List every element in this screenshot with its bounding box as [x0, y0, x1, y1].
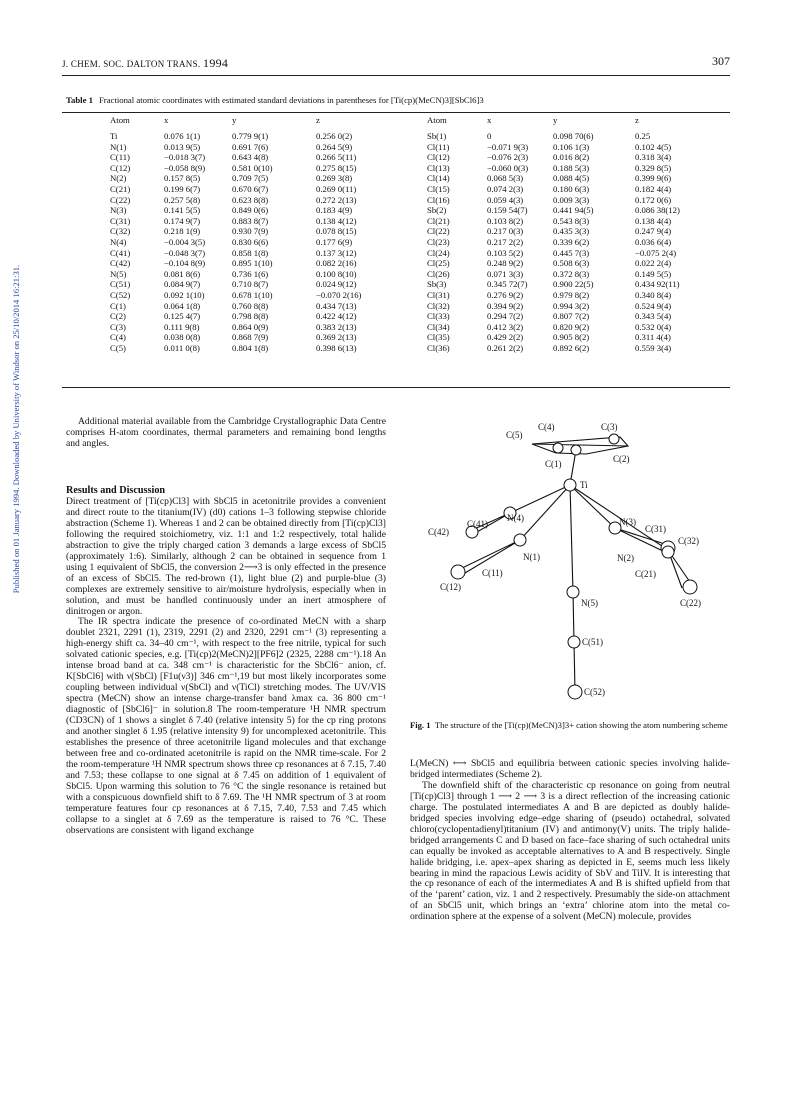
structure-figure	[410, 410, 730, 710]
atom-label: N(5)	[581, 598, 598, 608]
atom-label: N(1)	[523, 552, 540, 562]
table-cell: N(4)	[110, 236, 127, 247]
table-cell: −0.048 3(7)	[164, 247, 206, 258]
table-cell: Cl(25)	[427, 258, 450, 269]
table-cell: 0.340 8(4)	[635, 289, 672, 300]
table-cell: 0.217 2(2)	[487, 236, 524, 247]
table-cell: −0.058 8(9)	[164, 162, 206, 173]
table-row	[427, 205, 701, 216]
table-cell: 0.736 1(6)	[232, 268, 269, 279]
coords-table-right	[427, 115, 701, 353]
table-cell: 0.071 3(3)	[487, 268, 524, 279]
col-header: Atom	[110, 115, 130, 125]
table-cell: 0.103 8(2)	[487, 215, 524, 226]
table-cell: 0.098 70(6)	[553, 131, 594, 141]
table-cell: 0.849 0(6)	[232, 205, 269, 216]
table-cell: 0.532 0(4)	[635, 321, 672, 332]
table-row	[427, 332, 701, 343]
table-cell: Cl(22)	[427, 226, 450, 237]
table-row	[110, 142, 386, 153]
journal-name: J. CHEM. SOC. DALTON TRANS. 1994	[62, 56, 229, 70]
table-row	[427, 184, 701, 195]
table-cell: 0.543 8(3)	[553, 215, 590, 226]
col-header: Atom	[427, 115, 447, 125]
atom-label: C(5)	[506, 430, 523, 440]
table-cell: 0.441 94(5)	[553, 205, 594, 216]
table-cell: −0.060 0(3)	[487, 162, 529, 173]
table-cell: 0.339 6(2)	[553, 236, 590, 247]
table-cell: 0.979 8(2)	[553, 289, 590, 300]
table-cell: 0.082 2(16)	[316, 258, 357, 269]
header-rule	[62, 75, 730, 76]
atom-label: C(22)	[680, 598, 701, 608]
table-cell: 0.269 3(8)	[316, 173, 353, 184]
table-cell: 0.398 6(13)	[316, 342, 357, 353]
table-cell: 0.125 4(7)	[164, 311, 201, 322]
table-cell: 0.177 6(9)	[316, 236, 353, 247]
paragraph: Direct treatment of [Ti(cp)Cl3] with SbCl5 in acetonitrile provides a convenient and direct route to the titanium(IV) (d0) cations 1–3 following stepwise chloride abstraction (Scheme 1). Whereas 1 and 2 can be obtained directly from [Ti(cp)Cl3] following the required stoichiometry, viz. 1:1 and 1:2 respectively, total halide abstraction to give the triply charged cation 3 demands a large excess of SbCl5 (approximately 1:6). Similarly, although 2 can be obtained in sequence from 1 using 1 equivalent of SbCl5, the conversion 2⟶3 is only effected in the presence of an excess of SbCl5. The red-brown (1), light blue (2) and purple-blue (3) complexes are extremely sensitive to air/moisture hydrolysis, especially when in solution, and must be handled continuously under an inert atmosphere of dinitrogen or argon.	[66, 496, 386, 617]
table-row	[110, 173, 386, 184]
right-text-column	[410, 759, 730, 923]
table-cell: Cl(12)	[427, 152, 450, 163]
table-row	[427, 248, 701, 259]
table-row	[427, 131, 701, 142]
table-cell: −0.104 8(9)	[164, 258, 206, 269]
table-cell: 0.710 8(7)	[232, 279, 269, 290]
atom-label: C(3)	[601, 422, 618, 432]
table-cell: 0	[487, 131, 492, 141]
table-cell: N(5)	[110, 268, 127, 279]
table-row	[110, 226, 386, 237]
table-cell: 0.092 1(10)	[164, 289, 205, 300]
table-row	[427, 142, 701, 153]
table-cell: 0.820 9(2)	[553, 321, 590, 332]
atom-label: C(52)	[584, 687, 605, 697]
table-cell: 0.086 38(12)	[635, 205, 680, 216]
table-row	[427, 216, 701, 227]
table-cell: Cl(21)	[427, 215, 450, 226]
table-row	[427, 343, 701, 354]
table-cell: C(51)	[110, 279, 131, 290]
atom-label: C(4)	[538, 422, 555, 432]
table-cell: Cl(34)	[427, 321, 450, 332]
coords-table-left	[110, 115, 386, 353]
table-cell: 0.434 92(11)	[635, 279, 680, 290]
table-cell: Cl(14)	[427, 173, 450, 184]
table-cell: 0.434 7(13)	[316, 300, 357, 311]
table-row	[427, 226, 701, 237]
table-cell: 0.111 9(8)	[164, 321, 200, 332]
table-cell: Cl(26)	[427, 268, 450, 279]
table-cell: 0.100 8(10)	[316, 268, 357, 279]
table-cell: 0.068 5(3)	[487, 173, 524, 184]
table-row	[110, 184, 386, 195]
table-cell: 0.508 6(3)	[553, 258, 590, 269]
left-text-column	[66, 497, 386, 837]
table-cell: 0.883 8(7)	[232, 215, 269, 226]
table-cell: Ti	[110, 131, 118, 141]
table-cell: −0.018 3(7)	[164, 152, 206, 163]
atom-label: C(51)	[582, 637, 603, 647]
table-cell: 0.248 9(2)	[487, 258, 524, 269]
table-cell: −0.076 2(3)	[487, 152, 529, 163]
table-cell: N(1)	[110, 141, 127, 152]
atom-label: C(42)	[428, 527, 449, 537]
table-cell: 0.261 2(2)	[487, 342, 524, 353]
table-cell: 0.076 1(1)	[164, 131, 201, 141]
table-cell: 0.218 1(9)	[164, 226, 201, 237]
atom-label: C(1)	[545, 459, 562, 469]
atom-label: Ti	[580, 480, 588, 490]
table-caption: Table 1 Fractional atomic coordinates with estimated standard deviations in parentheses for [Ti(cp)(MeCN)3][SbCl6]3	[66, 95, 484, 105]
table-cell: 0.088 4(5)	[553, 173, 590, 184]
table-cell: 0.084 9(7)	[164, 279, 201, 290]
table-cell: 0.422 4(12)	[316, 311, 357, 322]
table-cell: 0.294 7(2)	[487, 311, 524, 322]
table-cell: 0.199 6(7)	[164, 183, 201, 194]
table-cell: C(31)	[110, 215, 131, 226]
table-row	[427, 258, 701, 269]
table-cell: 0.138 4(12)	[316, 215, 357, 226]
table-cell: 0.760 8(8)	[232, 300, 269, 311]
table-cell: 0.074 2(3)	[487, 183, 524, 194]
paragraph: The downfield shift of the characteristic cp resonance on going from neutral [Ti(cp)Cl3] through 1 ⟶ 2 ⟶ 3 is a direct reflection of the increasing cationic charge. The postulated intermediates A and B are depicted as doubly halide-bridged species involving edge–edge sharing of (pseudo) octahedral, solvated chloro(cyclopentadienyl)titanium (IV) and antimony(V) units. The triply halide-bridged arrangements C and D based on face–face sharing of such octahedral units can equally be invoked as acceptable alternatives to A and B respectively. Single halide bridging, i.e. apex–apex sharing as depicted in E, seems much less likely bearing in mind the rapacious Lewis acidity of SbV and TiIV. It is interesting that the cp resonance of each of the intermediates A and B is shifted upfield from that of the ‘parent’ cation, viz. 1 and 2 respectively. Presumably the side-on attachment of an SbCl5 unit, which brings an ‘extra’ chlorine atom into the metal co-ordination sphere at the expense of a solvent (MeCN) molecule, provides	[410, 779, 730, 923]
table-cell: 0.081 8(6)	[164, 268, 201, 279]
atom-label: N(3)	[619, 517, 636, 527]
table-cell: C(52)	[110, 289, 131, 300]
table-cell: C(11)	[110, 152, 130, 163]
table-cell: 0.266 5(11)	[316, 152, 357, 163]
table-cell: 0.106 1(3)	[553, 141, 590, 152]
table-row	[427, 173, 701, 184]
table-cell: 0.157 8(5)	[164, 173, 201, 184]
table-row	[110, 322, 386, 333]
table-cell: 0.830 6(6)	[232, 236, 269, 247]
table-row	[110, 290, 386, 301]
table-cell: 0.264 5(9)	[316, 141, 353, 152]
atom-label: C(21)	[635, 569, 656, 579]
table-cell: 0.011 0(8)	[164, 342, 200, 353]
table-cell: C(32)	[110, 226, 131, 237]
table-cell: 0.141 5(5)	[164, 205, 201, 216]
table-row	[427, 311, 701, 322]
table-cell: 0.329 8(5)	[635, 162, 672, 173]
table-row	[110, 237, 386, 248]
table-cell: Cl(24)	[427, 247, 450, 258]
col-header: z	[316, 115, 320, 125]
table-cell: 0.804 1(8)	[232, 342, 269, 353]
table-cell: 0.678 1(10)	[232, 289, 273, 300]
table-row	[110, 195, 386, 206]
table-cell: 0.524 9(4)	[635, 300, 672, 311]
table-row	[110, 279, 386, 290]
table-row	[110, 205, 386, 216]
table-cell: 0.256 0(2)	[316, 131, 353, 141]
table-cell: 0.013 9(5)	[164, 141, 201, 152]
table-cell: Sb(1)	[427, 131, 447, 141]
table-cell: N(3)	[110, 205, 127, 216]
table-cell: 0.670 6(7)	[232, 183, 269, 194]
table-cell: 0.559 3(4)	[635, 342, 672, 353]
table-row	[427, 152, 701, 163]
atom-label: C(12)	[440, 582, 461, 592]
table-cell: 0.372 8(3)	[553, 268, 590, 279]
table-cell: 0.217 0(3)	[487, 226, 524, 237]
table-row	[110, 216, 386, 227]
table-cell: 0.895 1(10)	[232, 258, 273, 269]
paragraph: L(MeCN) ⟷ SbCl5 and equilibria between cationic species involving halide-bridged intermediates (Scheme 2).	[410, 758, 730, 780]
col-header: x	[164, 115, 169, 125]
table-cell: 0.643 4(8)	[232, 152, 269, 163]
table-cell: 0.445 7(3)	[553, 247, 590, 258]
table-cell: 0.900 22(5)	[553, 279, 594, 290]
table-row	[427, 290, 701, 301]
table-cell: 0.691 7(6)	[232, 141, 269, 152]
table-cell: Cl(31)	[427, 289, 450, 300]
table-cell: 0.275 8(15)	[316, 162, 357, 173]
table-cell: 0.623 8(8)	[232, 194, 269, 205]
table-cell: 0.064 1(8)	[164, 300, 201, 311]
table-row	[110, 343, 386, 354]
table-cell: 0.779 9(1)	[232, 131, 269, 141]
table-cell: 0.183 4(9)	[316, 205, 353, 216]
table-cell: 0.868 7(9)	[232, 332, 269, 343]
col-header: z	[635, 115, 639, 125]
atom-label: N(2)	[617, 553, 634, 563]
table-cell: −0.004 3(5)	[164, 236, 206, 247]
table-cell: Cl(23)	[427, 236, 450, 247]
table-cell: 0.383 2(13)	[316, 321, 357, 332]
table-cell: 0.182 4(4)	[635, 183, 672, 194]
table-row	[110, 311, 386, 322]
table-row	[427, 301, 701, 312]
table-cell: 0.174 9(7)	[164, 215, 201, 226]
table-cell: 0.905 8(2)	[553, 332, 590, 343]
table-cell: 0.318 3(4)	[635, 152, 672, 163]
page-header	[62, 54, 730, 70]
atom-label: C(41)	[467, 519, 488, 529]
table-cell: C(22)	[110, 194, 131, 205]
table-cell: 0.257 5(8)	[164, 194, 201, 205]
col-header: y	[232, 115, 237, 125]
table-cell: 0.429 2(2)	[487, 332, 524, 343]
table-cell: Cl(16)	[427, 194, 450, 205]
table-cell: 0.892 6(2)	[553, 342, 590, 353]
additional-material: Additional material available from the Cambridge Crystallographic Data Centre comprises H-atom coordinates, thermal parameters and remaining bond lengths and angles.	[66, 416, 386, 449]
table-cell: 0.276 9(2)	[487, 289, 524, 300]
table-cell: N(2)	[110, 173, 127, 184]
table-row	[110, 131, 386, 142]
table-cell: C(21)	[110, 183, 131, 194]
table-cell: 0.138 4(4)	[635, 215, 672, 226]
page-number: 307	[712, 54, 730, 68]
table-row	[110, 163, 386, 174]
table-cell: Cl(15)	[427, 183, 450, 194]
table-row	[427, 163, 701, 174]
table-row	[427, 322, 701, 333]
atom-label: N(4)	[507, 513, 524, 523]
table-cell: 0.311 4(4)	[635, 332, 671, 343]
table-row	[110, 248, 386, 259]
table-cell: 0.858 1(8)	[232, 247, 269, 258]
table-cell: Cl(32)	[427, 300, 450, 311]
table-cell: 0.807 7(2)	[553, 311, 590, 322]
table-cell: 0.272 2(13)	[316, 194, 357, 205]
table-cell: 0.25	[635, 131, 651, 141]
atom-label: C(2)	[613, 454, 630, 464]
table-cell: 0.864 0(9)	[232, 321, 269, 332]
table-row	[110, 332, 386, 343]
table-cell: C(12)	[110, 162, 131, 173]
table-cell: 0.369 2(13)	[316, 332, 357, 343]
table-cell: −0.071 9(3)	[487, 141, 529, 152]
table-bottom-rule	[62, 387, 730, 388]
table-cell: 0.188 5(3)	[553, 162, 590, 173]
table-cell: Cl(13)	[427, 162, 450, 173]
table-cell: 0.103 5(2)	[487, 247, 524, 258]
table-row	[427, 269, 701, 280]
table-row	[110, 269, 386, 280]
table-cell: 0.399 9(6)	[635, 173, 672, 184]
table-cell: C(1)	[110, 300, 126, 311]
figure-caption: Fig. 1 The structure of the [Ti(cp)(MeCN)3]3+ cation showing the atom numbering scheme	[410, 720, 728, 730]
table-cell: 0.345 72(7)	[487, 279, 528, 290]
table-row	[110, 258, 386, 269]
table-cell: 0.159 54(7)	[487, 205, 528, 216]
table-cell: 0.059 4(3)	[487, 194, 524, 205]
table-cell: C(2)	[110, 311, 126, 322]
table-row	[110, 301, 386, 312]
table-cell: 0.247 9(4)	[635, 226, 672, 237]
table-cell: 0.412 3(2)	[487, 321, 524, 332]
table-cell: 0.078 8(15)	[316, 226, 357, 237]
table-top-rule	[62, 112, 730, 113]
table-cell: 0.930 7(9)	[232, 226, 269, 237]
table-cell: 0.036 6(4)	[635, 236, 672, 247]
table-cell: Cl(35)	[427, 332, 450, 343]
table-cell: 0.137 3(12)	[316, 247, 357, 258]
table-cell: Cl(36)	[427, 342, 450, 353]
table-cell: C(41)	[110, 247, 131, 258]
table-cell: −0.075 2(4)	[635, 247, 677, 258]
table-cell: 0.581 0(10)	[232, 162, 273, 173]
table-cell: 0.172 0(6)	[635, 194, 672, 205]
table-cell: 0.022 2(4)	[635, 258, 672, 269]
table-cell: C(4)	[110, 332, 126, 343]
col-header: y	[553, 115, 558, 125]
table-cell: C(3)	[110, 321, 126, 332]
table-cell: Sb(3)	[427, 279, 447, 290]
table-cell: 0.994 3(2)	[553, 300, 590, 311]
table-row	[427, 237, 701, 248]
atom-label: C(32)	[678, 536, 699, 546]
table-cell: 0.435 3(3)	[553, 226, 590, 237]
table-cell: −0.070 2(16)	[316, 289, 362, 300]
table-cell: Cl(33)	[427, 311, 450, 322]
table-cell: 0.024 9(12)	[316, 279, 357, 290]
paragraph: The IR spectra indicate the presence of co-ordinated MeCN with a sharp doublet 2321, 2291 (1), 2319, 2291 (2) and 2320, 2291 cm⁻¹ (3) representing a high-energy shift ca. 34–40 cm⁻¹, with respect to the free nitrile, typical for such solvated cationic species, e.g. [Ti(cp)2(MeCN)2][PF6]2 (2325, 2288 cm⁻¹).18 An intense broad band at ca. 348 cm⁻¹ is characteristic for the SbCl6⁻ anion, cf. K[SbCl6] with ν(SbCl) [F1u(ν3)] 346 cm⁻¹,19 but most likely incorporates some coupling between individual ν(SbCl) and ν(TiCl) stretching modes. The UV/VIS spectra (MeCN) show an intense charge-transfer band λmax ca. 36 800 cm⁻¹ diagnostic of [SbCl6]⁻ in solution.8 The room-temperature ¹H NMR spectrum (CD3CN) of 1 shows a singlet δ 7.40 (relative intensity 5) for the cp ring protons and another singlet δ 1.95 (relative intensity 9) for uncomplexed acetonitrile. This establishes the presence of three acetonitrile ligand molecules and that exchange between free and co-ordinated acetonitrile is rapid on the NMR time-scale. For 2 the room-temperature ¹H NMR spectrum shows three cp resonances at δ 7.15, 7.40 and 7.53; these collapse to one signal at δ 7.45 on addition of 1 equivalent of SbCl5. Upon warming this solution to 76 °C the single resonance is retained but with a conspicuous downfield shift to δ 7.69. The ¹H NMR spectrum of 3 at room temperature features four cp resonances at δ 7.15, 7.40, 7.53 and 7.45 which collapse to a singlet at δ 7.69 as the temperature is raised to 76 °C. These observations are consistent with ligand exchange	[66, 616, 386, 836]
table-cell: 0.149 5(5)	[635, 268, 672, 279]
table-cell: Sb(2)	[427, 205, 447, 216]
atom-label: C(31)	[645, 524, 666, 534]
atom-label: C(11)	[482, 568, 503, 578]
section-title: Results and Discussion	[66, 485, 166, 496]
table-cell: 0.009 3(3)	[553, 194, 590, 205]
table-cell: 0.038 0(8)	[164, 332, 201, 343]
table-cell: 0.269 0(11)	[316, 183, 357, 194]
table-cell: C(5)	[110, 342, 126, 353]
table-cell: Cl(11)	[427, 141, 450, 152]
table-row	[110, 152, 386, 163]
table-row	[427, 279, 701, 290]
table-cell: 0.798 8(8)	[232, 311, 269, 322]
col-header: x	[487, 115, 492, 125]
table-cell: 0.394 9(2)	[487, 300, 524, 311]
table-cell: 0.180 6(3)	[553, 183, 590, 194]
table-cell: 0.343 5(4)	[635, 311, 672, 322]
table-cell: 0.016 8(2)	[553, 152, 590, 163]
table-row	[427, 195, 701, 206]
table-cell: 0.102 4(5)	[635, 141, 672, 152]
download-watermark: Published on 01 January 1994. Downloaded by University of Windsor on 25/10/2014 16:21:31.	[11, 264, 21, 594]
table-cell: 0.709 7(5)	[232, 173, 269, 184]
table-cell: C(42)	[110, 258, 131, 269]
